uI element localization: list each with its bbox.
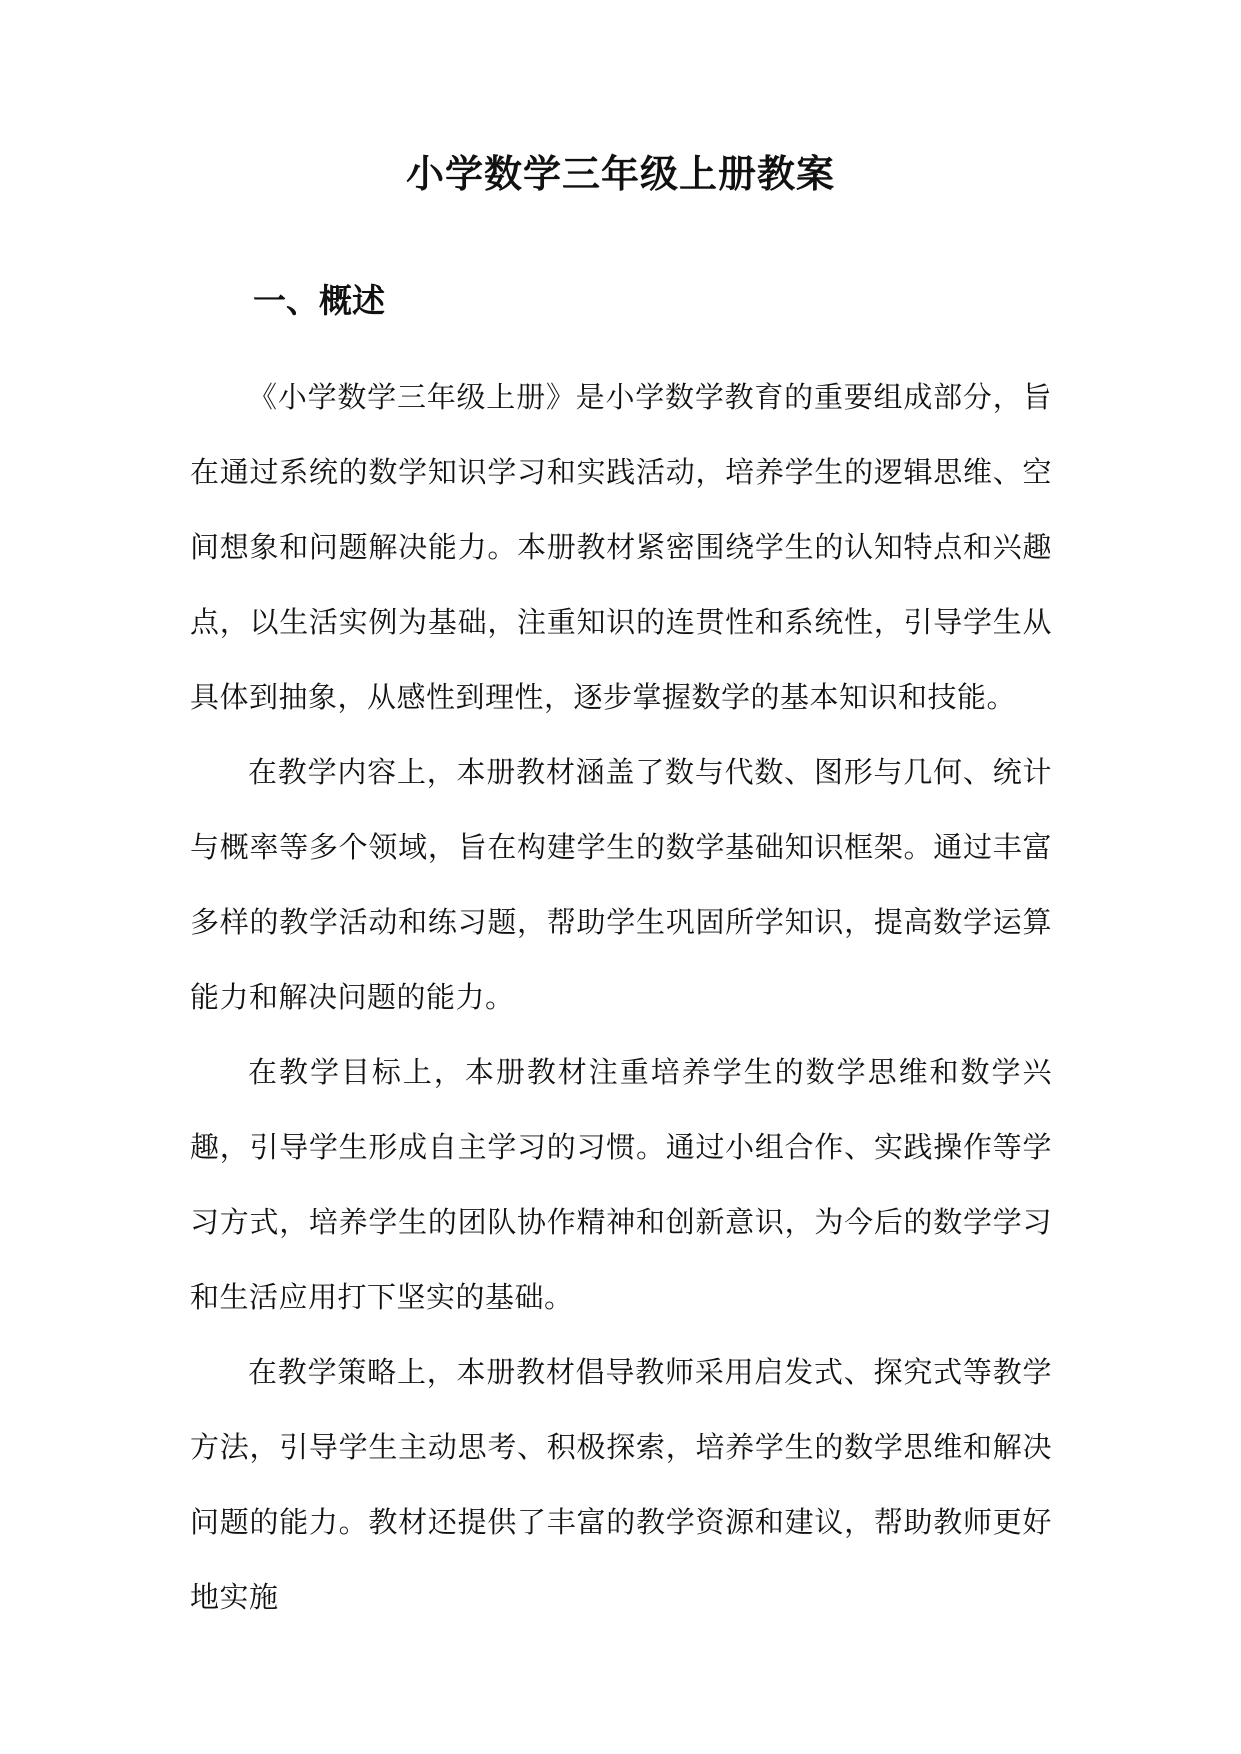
paragraph-2: 在教学内容上，本册教材涵盖了数与代数、图形与几何、统计与概率等多个领域，旨在构建学生的数学基础知识框架。通过丰富多样的教学活动和练习题，帮助学生巩固所学知识，提高数学运算能力和解决问题的能力。 [190, 755, 1052, 1014]
paragraph-4: 在教学策略上，本册教材倡导教师采用启发式、探究式等教学方法，引导学生主动思考、积极探索，培养学生的数学思维和解决问题的能力。教材还提供了丰富的教学资源和建议，帮助教师更好地实施 [190, 1355, 1052, 1614]
section-heading: 一、概述 [253, 281, 385, 320]
page-title: 小学数学三年级上册教案 [405, 151, 835, 196]
paragraph-3: 在教学目标上，本册教材注重培养学生的数学思维和数学兴趣，引导学生形成自主学习的习惯。通过小组合作、实践操作等学习方式，培养学生的团队协作精神和创新意识，为今后的数学学习和生活应用打下坚实的基础。 [190, 1055, 1052, 1314]
document-body [190, 360, 1052, 1635]
paragraph-1: 《小学数学三年级上册》是小学数学教育的重要组成部分，旨在通过系统的数学知识学习和实践活动，培养学生的逻辑思维、空间想象和问题解决能力。本册教材紧密围绕学生的认知特点和兴趣点，以生活实例为基础，注重知识的连贯性和系统性，引导学生从具体到抽象，从感性到理性，逐步掌握数学的基本知识和技能。 [190, 380, 1052, 714]
